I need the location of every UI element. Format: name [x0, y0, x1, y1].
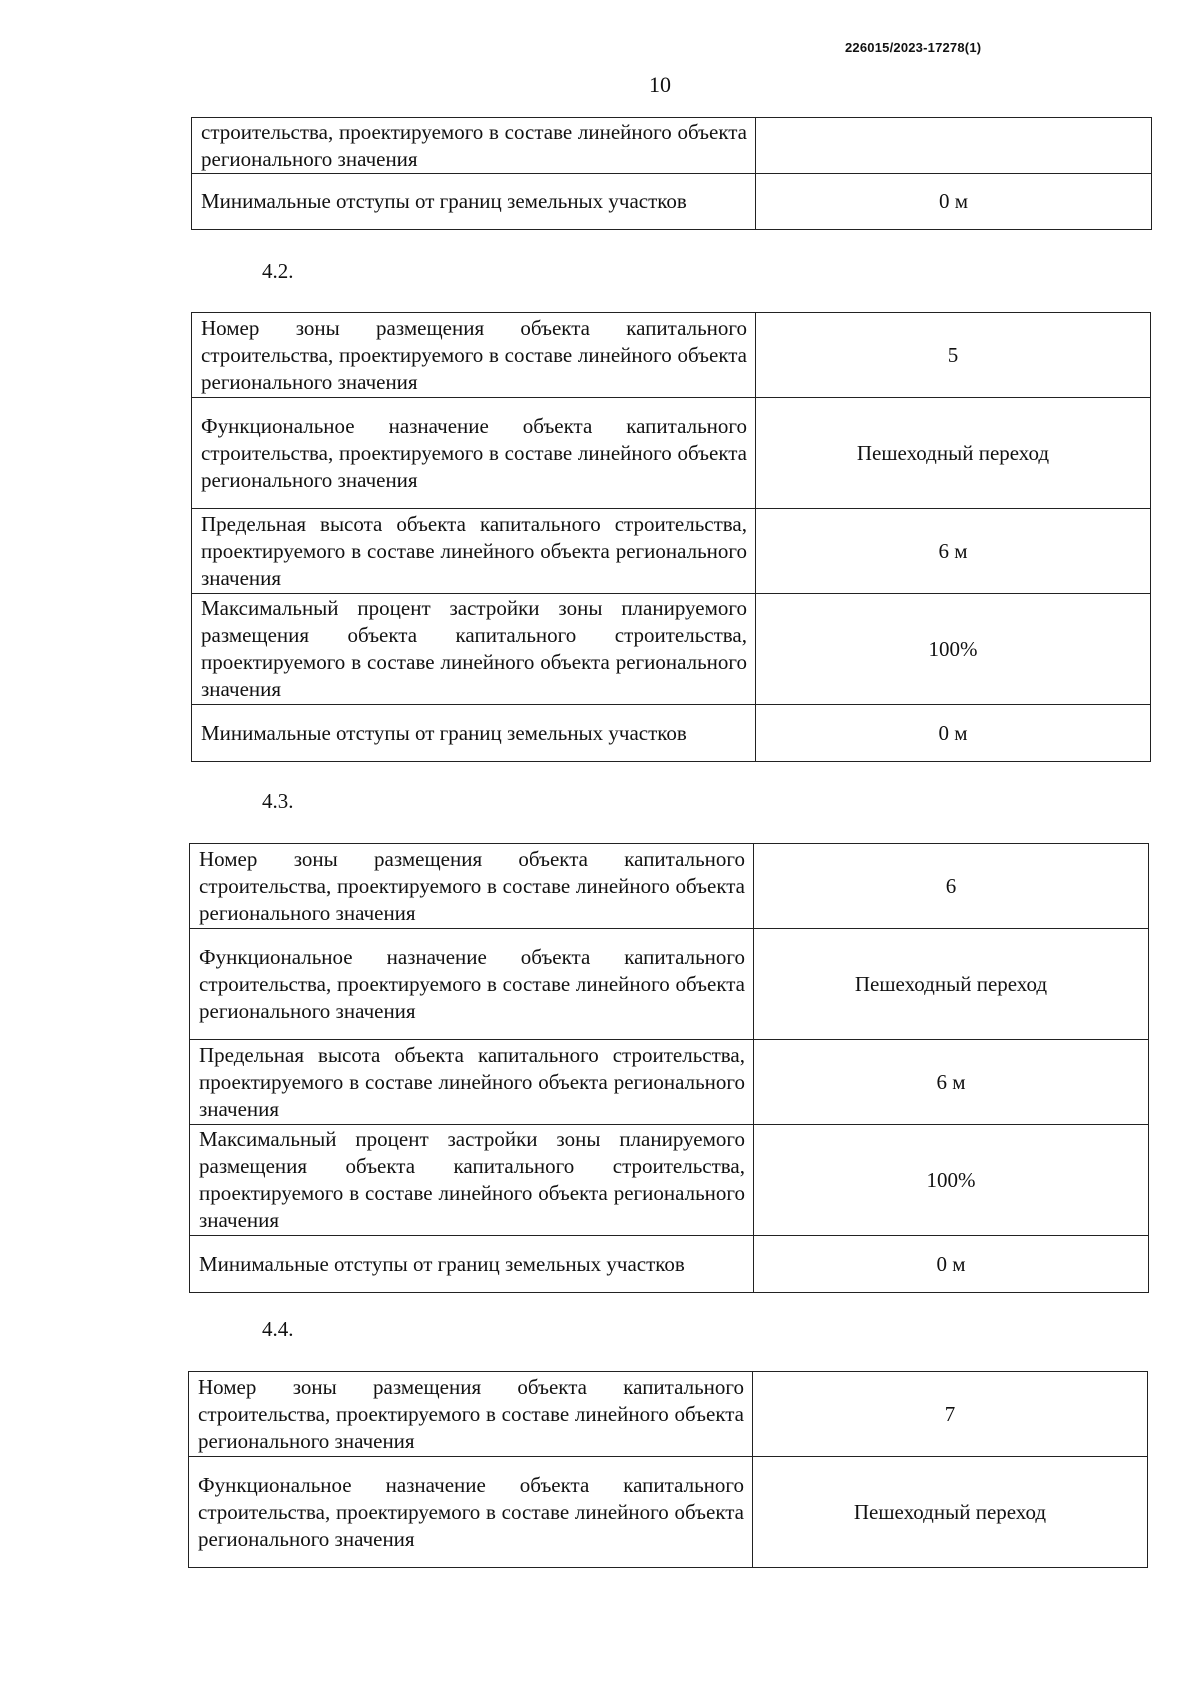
table-row [190, 1040, 1149, 1125]
parameter-value: 6 [754, 844, 1149, 929]
parameter-value: 6 м [756, 509, 1151, 594]
parameter-label: Номер зоны размещения объекта капитального строительства, проектируемого в составе линейного объекта регионального значения [190, 844, 754, 929]
parameter-value: Пешеходный переход [753, 1457, 1148, 1568]
section-heading-4-3: 4.3. [262, 789, 294, 813]
parameters-table-4-2 [191, 312, 1151, 762]
parameter-label: Функциональное назначение объекта капитального строительства, проектируемого в составе линейного объекта регионального значения [189, 1457, 753, 1568]
parameters-table-continued [191, 117, 1152, 230]
parameter-label: Номер зоны размещения объекта капитального строительства, проектируемого в составе линейного объекта регионального значения [192, 313, 756, 398]
section-heading-4-4: 4.4. [262, 1317, 294, 1341]
parameter-label: Номер зоны размещения объекта капитального строительства, проектируемого в составе линейного объекта регионального значения [189, 1372, 753, 1457]
parameter-label: Максимальный процент застройки зоны планируемого размещения объекта капитального строительства, проектируемого в составе линейного объекта регионального значения [192, 594, 756, 705]
parameter-value [756, 118, 1152, 174]
parameter-label: Предельная высота объекта капитального строительства, проектируемого в составе линейного объекта регионального значения [192, 509, 756, 594]
parameter-label: Максимальный процент застройки зоны планируемого размещения объекта капитального строительства, проектируемого в составе линейного объекта регионального значения [190, 1125, 754, 1236]
parameter-label: Минимальные отступы от границ земельных участков [192, 705, 756, 762]
table-row [192, 174, 1152, 230]
parameter-value: 100% [754, 1125, 1149, 1236]
parameters-table-4-3 [189, 843, 1149, 1293]
parameter-value: 0 м [756, 174, 1152, 230]
page-number: 10 [649, 72, 671, 97]
table-row [192, 705, 1151, 762]
parameter-label: Функциональное назначение объекта капитального строительства, проектируемого в составе линейного объекта регионального значения [190, 929, 754, 1040]
parameter-value: 7 [753, 1372, 1148, 1457]
parameter-label: Минимальные отступы от границ земельных участков [192, 174, 756, 230]
parameter-value: Пешеходный переход [756, 398, 1151, 509]
table-row [190, 929, 1149, 1040]
table-row [192, 118, 1152, 174]
table-row [192, 509, 1151, 594]
parameter-label: строительства, проектируемого в составе линейного объекта регионального значения [192, 118, 756, 174]
table-row [192, 313, 1151, 398]
parameter-label: Функциональное назначение объекта капитального строительства, проектируемого в составе линейного объекта регионального значения [192, 398, 756, 509]
parameter-value: 6 м [754, 1040, 1149, 1125]
parameters-table-4-4 [188, 1371, 1148, 1568]
parameter-value: 100% [756, 594, 1151, 705]
parameter-value: 0 м [754, 1236, 1149, 1293]
parameter-label: Минимальные отступы от границ земельных участков [190, 1236, 754, 1293]
parameter-value: 5 [756, 313, 1151, 398]
table-row [190, 1125, 1149, 1236]
table-row [192, 594, 1151, 705]
table-row [189, 1372, 1148, 1457]
table-row [190, 844, 1149, 929]
table-row [189, 1457, 1148, 1568]
parameter-label: Предельная высота объекта капитального строительства, проектируемого в составе линейного объекта регионального значения [190, 1040, 754, 1125]
parameter-value: Пешеходный переход [754, 929, 1149, 1040]
document-registration-code: 226015/2023-17278(1) [845, 40, 982, 55]
parameter-value: 0 м [756, 705, 1151, 762]
section-heading-4-2: 4.2. [262, 259, 294, 283]
table-row [192, 398, 1151, 509]
table-row [190, 1236, 1149, 1293]
